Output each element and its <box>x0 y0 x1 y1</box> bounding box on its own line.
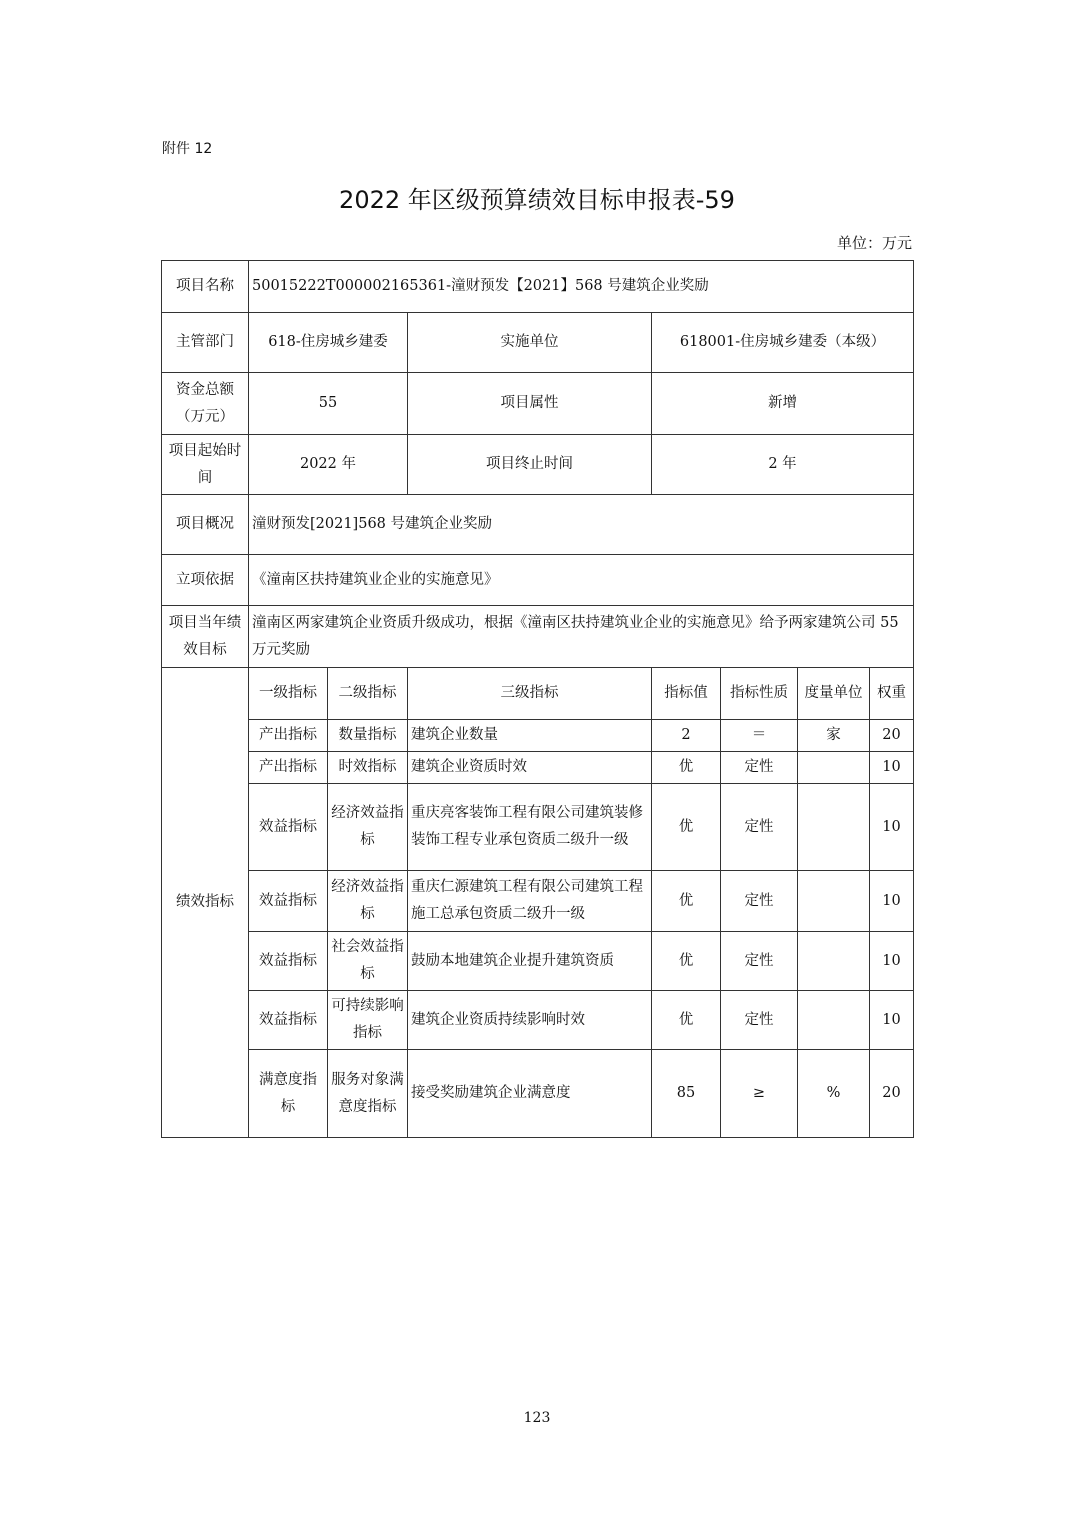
l2-cell: 经济效益指标 <box>328 784 408 871</box>
value-cell: 85 <box>652 1050 721 1138</box>
goal-label: 项目当年绩效目标 <box>162 606 249 668</box>
unit-cell <box>798 871 870 932</box>
value-cell: 优 <box>652 871 721 932</box>
row-dept <box>162 313 914 373</box>
nature-cell: 定性 <box>721 871 798 932</box>
row-basis <box>162 555 914 606</box>
funds-label: 资金总额（万元） <box>162 373 249 435</box>
weight-cell: 10 <box>870 784 914 871</box>
header-nature: 指标性质 <box>721 668 798 720</box>
l1-cell: 产出指标 <box>249 720 328 752</box>
row-project-name <box>162 261 914 313</box>
l3-cell: 重庆仁源建筑工程有限公司建筑工程施工总承包资质二级升一级 <box>408 871 652 932</box>
funds-value: 55 <box>249 373 408 435</box>
l2-cell: 经济效益指标 <box>328 871 408 932</box>
value-cell: 2 <box>652 720 721 752</box>
impl-value: 618001-住房城乡建委（本级） <box>652 313 914 373</box>
weight-cell: 20 <box>870 720 914 752</box>
nature-cell: ＝ <box>721 720 798 752</box>
dept-label: 主管部门 <box>162 313 249 373</box>
l1-cell: 效益指标 <box>249 991 328 1050</box>
perf-row <box>162 1050 914 1138</box>
weight-cell: 10 <box>870 871 914 932</box>
perf-row <box>162 871 914 932</box>
nature-cell: ≥ <box>721 1050 798 1138</box>
perf-row <box>162 991 914 1050</box>
header-weight: 权重 <box>870 668 914 720</box>
budget-table <box>161 260 914 1138</box>
perf-row <box>162 932 914 991</box>
overview-value: 潼财预发[2021]568 号建筑企业奖励 <box>249 495 914 555</box>
dept-value: 618-住房城乡建委 <box>249 313 408 373</box>
perf-header-row <box>162 668 914 720</box>
l2-cell: 可持续影响指标 <box>328 991 408 1050</box>
start-value: 2022 年 <box>249 435 408 495</box>
nature-cell: 定性 <box>721 991 798 1050</box>
perf-row <box>162 752 914 784</box>
nature-cell: 定性 <box>721 784 798 871</box>
unit-label: 单位：万元 <box>836 234 912 252</box>
l1-cell: 效益指标 <box>249 871 328 932</box>
page-title: 2022 年区级预算绩效目标申报表-59 <box>339 186 735 214</box>
l3-cell: 建筑企业数量 <box>408 720 652 752</box>
row-goal <box>162 606 914 668</box>
value-cell: 优 <box>652 752 721 784</box>
l1-cell: 效益指标 <box>249 784 328 871</box>
unit-cell <box>798 932 870 991</box>
weight-cell: 20 <box>870 1050 914 1138</box>
header-unit: 度量单位 <box>798 668 870 720</box>
value-cell: 优 <box>652 932 721 991</box>
overview-label: 项目概况 <box>162 495 249 555</box>
l1-cell: 产出指标 <box>249 752 328 784</box>
basis-value: 《潼南区扶持建筑业企业的实施意见》 <box>249 555 914 606</box>
attachment-label: 附件 12 <box>162 141 213 157</box>
l2-cell: 数量指标 <box>328 720 408 752</box>
value-cell: 优 <box>652 991 721 1050</box>
l2-cell: 社会效益指标 <box>328 932 408 991</box>
attr-label: 项目属性 <box>408 373 652 435</box>
start-label: 项目起始时间 <box>162 435 249 495</box>
row-overview <box>162 495 914 555</box>
value-cell: 优 <box>652 784 721 871</box>
l1-cell: 满意度指标 <box>249 1050 328 1138</box>
weight-cell: 10 <box>870 991 914 1050</box>
page-number: 123 <box>523 1410 551 1426</box>
l3-cell: 鼓励本地建筑企业提升建筑资质 <box>408 932 652 991</box>
l2-cell: 服务对象满意度指标 <box>328 1050 408 1138</box>
perf-label: 绩效指标 <box>162 668 249 1138</box>
unit-cell <box>798 752 870 784</box>
perf-row <box>162 720 914 752</box>
header-l3: 三级指标 <box>408 668 652 720</box>
goal-value: 潼南区两家建筑企业资质升级成功，根据《潼南区扶持建筑业企业的实施意见》给予两家建筑公司 55 万元奖励 <box>249 606 914 668</box>
project-name-label: 项目名称 <box>162 261 249 313</box>
unit-cell: % <box>798 1050 870 1138</box>
unit-cell <box>798 784 870 871</box>
header-l2: 二级指标 <box>328 668 408 720</box>
row-time <box>162 435 914 495</box>
project-name-value: 50015222T000002165361-潼财预发【2021】568 号建筑企业奖励 <box>249 261 914 313</box>
header-value: 指标值 <box>652 668 721 720</box>
perf-row <box>162 784 914 871</box>
l3-cell: 建筑企业资质持续影响时效 <box>408 991 652 1050</box>
impl-label: 实施单位 <box>408 313 652 373</box>
attr-value: 新增 <box>652 373 914 435</box>
header-l1: 一级指标 <box>249 668 328 720</box>
weight-cell: 10 <box>870 752 914 784</box>
nature-cell: 定性 <box>721 932 798 991</box>
end-label: 项目终止时间 <box>408 435 652 495</box>
unit-cell <box>798 991 870 1050</box>
l3-cell: 接受奖励建筑企业满意度 <box>408 1050 652 1138</box>
row-funds <box>162 373 914 435</box>
l1-cell: 效益指标 <box>249 932 328 991</box>
l2-cell: 时效指标 <box>328 752 408 784</box>
l3-cell: 重庆亮客装饰工程有限公司建筑装修装饰工程专业承包资质二级升一级 <box>408 784 652 871</box>
l3-cell: 建筑企业资质时效 <box>408 752 652 784</box>
weight-cell: 10 <box>870 932 914 991</box>
end-value: 2 年 <box>652 435 914 495</box>
unit-cell: 家 <box>798 720 870 752</box>
nature-cell: 定性 <box>721 752 798 784</box>
basis-label: 立项依据 <box>162 555 249 606</box>
